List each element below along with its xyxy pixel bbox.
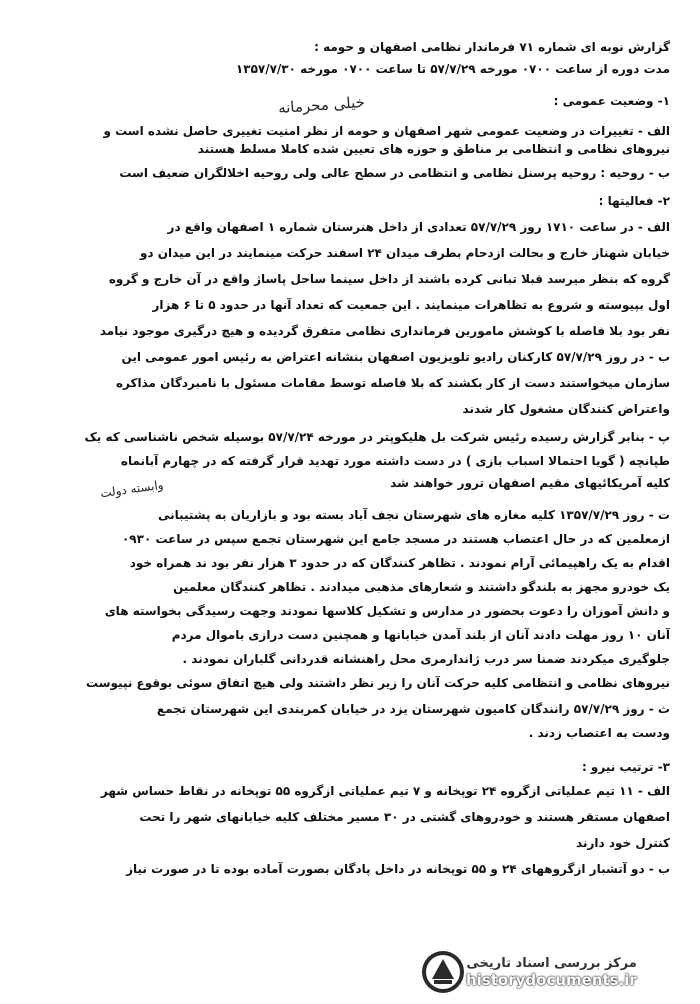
paragraph-line: ت - روز ۱۳۵۷/۷/۲۹ کلیه مغازه های شهرستان نجف آباد بسته بود و بازاریان به پشتیبانی	[157, 508, 670, 522]
paragraph-line: ب - در روز ۵۷/۷/۲۹ کارکنان رادیو تلویزیون اصفهان بنشانه اعتراض به رئیس امور عمومی این	[121, 350, 670, 364]
report-header	[26, 38, 670, 78]
section-force-layout	[26, 758, 670, 878]
paragraph-line: الف - ۱۱ تیم عملیاتی ازگروه ۲۴ توپخانه و ۷ تیم عملیاتی ازگروه ۵۵ توپخانه در نقاط حساس شهر	[100, 784, 670, 798]
paragraph-line: پ - بنابر گزارش رسیده رئیس شرکت بل هلیکوپتر در مورخه ۵۷/۷/۲۴ بوسیله شخص ناشناسی که یک	[84, 430, 670, 444]
paragraph-te	[26, 506, 670, 692]
archive-watermark	[420, 944, 692, 1000]
paragraph-se	[26, 700, 670, 742]
paragraph-alef	[26, 218, 670, 340]
section-activities	[26, 192, 670, 742]
paragraph-line: اصفهان مستقر هستند و خودروهای گشتی در ۳۰ مسیر مختلف کلیه خیابانهای شهر را تحت	[139, 810, 670, 824]
paragraph-line: یک خودرو مجهز به بلندگو داشتند و شعارهای مذهبی میدادند . تظاهر کنندگان معلمین	[173, 580, 670, 594]
section-2-title: ۲- فعالیتها :	[598, 194, 670, 208]
paragraph-line: ب - دو آتشبار ازگروههای ۲۴ و ۵۵ توپخانه در داخل پادگان بصورت آماده بوده تا در صورت نیاز	[126, 862, 670, 876]
archive-logo-icon	[420, 949, 466, 995]
paragraph-line: نیروهای نظامی و انتظامی کلیه حرکت آنان را زیر نظر داشتند ولی هیچ اتفاق سوئی بوقوع نپیوست	[86, 676, 670, 690]
paragraph-line: آنان ۱۰ روز مهلت دادند آنان از بلند آمدن خیابانها و همچنین دست درازی باموال مردم	[171, 628, 670, 642]
paragraph-be	[26, 348, 670, 418]
paragraph-line: اقدام به یک راهپیمائی آرام نمودند . تظاهر کنندگان که در حدود ۳ هزار نفر بود ند همراه خود	[129, 556, 670, 570]
watermark-url: historydocuments.ir	[466, 970, 637, 989]
paragraph-line: جلوگیری میکردند ضمنا سر درب ژاندارمری محل راهنشانه قدردانی گلباران نمودند .	[182, 652, 670, 666]
paragraph-line: کنترل خود دارند	[576, 836, 670, 850]
handwritten-classification-note: خیلی محرمانه	[277, 92, 366, 118]
paragraph-line: گروه که بنظر میرسد قبلا تبانی کرده باشند از داخل سینما ساحل پاساژ واقع در آن خارج و گروه	[108, 272, 670, 286]
paragraph-line: اول بپیوسته و شروع به تظاهرات مینمایند . این جمعیت که تعداد آنها در حدود ۵ تا ۶ هزار	[152, 298, 670, 312]
paragraph-line: کلیه آمریکائیهای مقیم اصفهان ترور خواهند شد	[390, 476, 670, 490]
watermark-name: مرکز بررسی اسناد تاریخی	[466, 955, 637, 971]
section-1-line: الف - تغییرات در وضعیت عمومی شهر اصفهان و حومه از نظر امنیت تغییری حاصل نشده است و	[103, 124, 670, 138]
paragraph-line: ودست به اعتصاب زدند .	[528, 726, 670, 740]
paragraph-line: سازمان میخواستند دست از کار بکشند که بلا فاصله توسط مقامات مسئول با نامبردگان مذاکره	[115, 376, 670, 390]
paragraph-line: خیابان شهناز خارج و بحالت ازدحام بطرف میدان ۲۴ اسفند حرکت مینمایند در این میدان دو	[139, 246, 670, 260]
paragraph-line: ث - روز ۵۷/۷/۲۹ رانندگان کامیون شهرستان یزد در خیابان کمربندی این شهرستان تجمع	[156, 702, 670, 716]
section-1-title: ۱- وضعیت عمومی :	[553, 94, 670, 108]
section-1-line: ب - روحیه : روحیه پرسنل نظامی و انتظامی در سطح عالی ولی روحیه اخلالگران ضعیف است	[119, 166, 670, 180]
paragraph-line: نفر بود بلا فاصله با کوشش مامورین فرمانداری نظامی متفرق گردیده و هیچ درگیری موجود نیامد	[99, 324, 670, 338]
paragraph-alef	[26, 782, 670, 852]
paragraph-line: و دانش آموزان را دعوت بحضور در مدارس و تشکیل کلاسها نمودند وجهت رسیدگی بخواسته های	[104, 604, 670, 618]
paragraph-line: طپانچه ( گویا احتمالا اسباب بازی ) در دست داشته مورد تهدید قرار گرفته که در چهارم آبانماه	[120, 454, 670, 468]
report-period: مدت دوره از ساعت ۰۷۰۰ مورخه ۵۷/۷/۲۹ تا ساعت ۰۷۰۰ مورخه ۱۳۵۷/۷/۳۰	[235, 62, 670, 76]
paragraph-line: الف - در ساعت ۱۷۱۰ روز ۵۷/۷/۲۹ تعدادی از داخل هنرستان شماره ۱ اصفهان واقع در	[167, 220, 670, 234]
report-title: گزارش نوبه ای شماره ۷۱ فرماندار نظامی اصفهان و حومه :	[314, 40, 670, 54]
section-1-line: نیروهای نظامی و انتظامی بر مناطق و حوزه های تعیین شده کاملا مسلط هستند	[197, 142, 670, 156]
paragraph-line: ازمعلمین که در حال اعتصاب هستند در مسجد جامع این شهرستان تجمع سپس در ساعت ۰۹۳۰	[121, 532, 670, 546]
handwritten-margin-note: وابسته دولت	[99, 477, 165, 501]
section-3-title: ۳- ترتیب نیرو :	[581, 760, 670, 774]
paragraph-line: واعتراض کنندگان مشغول کار شدند	[462, 402, 670, 416]
paragraph-be	[26, 860, 670, 878]
